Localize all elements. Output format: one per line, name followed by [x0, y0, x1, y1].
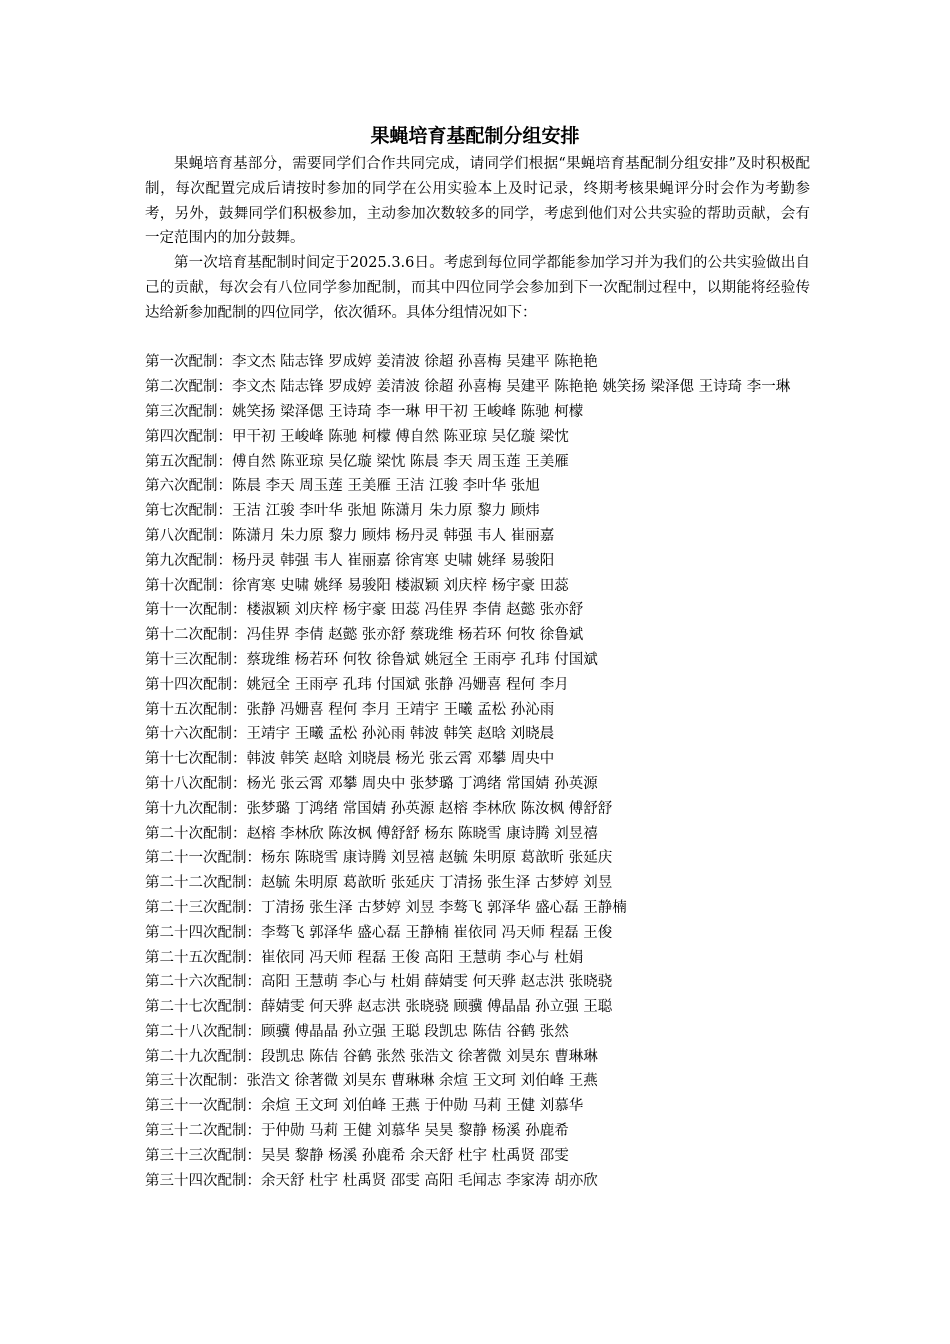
group-round-line: 第二十四次配制：李骜飞 郭泽华 盛心磊 王静楠 崔依同 冯天师 程磊 王俊	[145, 924, 613, 941]
group-round-line: 第二十七次配制：薛婧雯 何天骅 赵志洪 张晓骁 顾骥 傅晶晶 孙立强 王聪	[145, 999, 613, 1016]
group-round-line: 第三十次配制：张浩文 徐著微 刘昊东 曹琳琳 余煊 王文珂 刘伯峰 王燕	[145, 1073, 598, 1090]
group-round-line: 第十二次配制：冯佳界 李倩 赵懿 张亦舒 蔡珑维 杨若环 何牧 徐鲁斌	[145, 627, 584, 644]
page-title: 果蝇培育基配制分组安排	[370, 125, 580, 147]
group-round-line: 第二十六次配制：高阳 王慧萌 李心与 杜娟 薛婧雯 何天骅 赵志洪 张晓骁	[145, 974, 613, 991]
group-round-line: 第十九次配制：张梦璐 丁鸿绪 常国婧 孙英源 赵榕 李林欣 陈汝枫 傅舒舒	[145, 800, 613, 817]
group-list	[145, 350, 810, 1193]
group-round-line: 第三次配制：姚笑扬 梁泽偲 王诗琦 李一琳 甲干初 王峻峰 陈驰 柯檬	[145, 403, 584, 420]
group-round-line: 第二次配制：李文杰 陆志锋 罗成婷 姜清波 徐超 孙喜梅 吴建平 陈艳艳 姚笑扬 梁泽偲 王诗琦 李一琳	[145, 379, 791, 396]
group-round-line: 第六次配制：陈晨 李天 周玉莲 王美雁 王洁 江骏 李叶华 张旭	[145, 478, 540, 495]
group-round-line: 第十一次配制：楼淑颖 刘庆梓 杨宇豪 田蕊 冯佳界 李倩 赵懿 张亦舒	[145, 602, 584, 619]
group-round-line: 第一次配制：李文杰 陆志锋 罗成婷 姜清波 徐超 孙喜梅 吴建平 陈艳艳	[145, 354, 598, 371]
group-round-line: 第二十三次配制：丁清扬 张生泽 古梦婷 刘昱 李骜飞 郭泽华 盛心磊 王静楠	[145, 899, 627, 916]
blank-line	[145, 326, 810, 351]
group-round-line: 第七次配制：王洁 江骏 李叶华 张旭 陈潇月 朱力原 黎力 顾炜	[145, 503, 540, 520]
group-round-line: 第二十五次配制：崔依同 冯天师 程磊 王俊 高阳 王慧萌 李心与 杜娟	[145, 949, 584, 966]
group-round-line: 第二十一次配制：杨东 陈晓雪 康诗腾 刘昱禧 赵毓 朱明原 葛歆昕 张延庆	[145, 850, 613, 867]
group-round-line: 第二十次配制：赵榕 李林欣 陈汝枫 傅舒舒 杨东 陈晓雪 康诗腾 刘昱禧	[145, 825, 598, 842]
intro-paragraph: 果蝇培育基部分，需要同学们合作共同完成，请同学们根据“果蝇培育基配制分组安排”及时积极配制，每次配置完成后请按时参加的同学在公用实验本上及时记录，终期考核果蝇评分时会作为考勤参考，另外，鼓舞同学们积极参加，主动参加次数较多的同学，考虑到他们对公共实验的帮助贡献，会有一定范围内的加分鼓舞。	[145, 156, 810, 247]
group-round-line: 第五次配制：傅自然 陈亚琼 吴亿璇 梁忱 陈晨 李天 周玉莲 王美雁	[145, 453, 569, 470]
group-round-line: 第三十四次配制：余天舒 杜宇 杜禹贤 邵雯 高阳 毛闻志 李家涛 胡亦欣	[145, 1172, 598, 1189]
group-round-line: 第二十八次配制：顾骥 傅晶晶 孙立强 王聪 段凯忠 陈佶 谷鹤 张然	[145, 1023, 569, 1040]
group-round-line: 第十四次配制：姚冠全 王雨亭 孔玮 付国斌 张静 冯姗喜 程何 李月	[145, 676, 569, 693]
group-round-line: 第十五次配制：张静 冯姗喜 程何 李月 王靖宇 王曦 孟松 孙沁雨	[145, 701, 555, 718]
group-round-line: 第三十二次配制：于仲勋 马莉 王健 刘慕华 吴昊 黎静 杨溪 孙鹿希	[145, 1123, 569, 1140]
group-round-line: 第十次配制：徐宵寒 史啸 姚绎 易骏阳 楼淑颖 刘庆梓 杨宇豪 田蕊	[145, 577, 569, 594]
group-round-line: 第四次配制：甲干初 王峻峰 陈驰 柯檬 傅自然 陈亚琼 吴亿璇 梁忱	[145, 428, 569, 445]
group-round-line: 第十六次配制：王靖宇 王曦 孟松 孙沁雨 韩波 韩笑 赵晗 刘晓晨	[145, 726, 555, 743]
group-round-line: 第十三次配制：蔡珑维 杨若环 何牧 徐鲁斌 姚冠全 王雨亭 孔玮 付国斌	[145, 651, 598, 668]
group-round-line: 第八次配制：陈潇月 朱力原 黎力 顾炜 杨丹灵 韩强 韦人 崔丽嘉	[145, 527, 555, 544]
group-round-line: 第三十一次配制：余煊 王文珂 刘伯峰 王燕 于仲勋 马莉 王健 刘慕华	[145, 1098, 584, 1115]
document-body	[145, 152, 810, 1193]
schedule-paragraph: 第一次培育基配制时间定于2025.3.6日。考虑到每位同学都能参加学习并为我们的公共实验做出自己的贡献，每次会有八位同学参加配制，而其中四位同学会参加到下一次配制过程中，以期能将经验传达给新参加配制的四位同学，依次循环。具体分组情况如下：	[145, 255, 810, 321]
group-round-line: 第十八次配制：杨光 张云霄 邓攀 周央中 张梦璐 丁鸿绪 常国婧 孙英源	[145, 775, 598, 792]
group-round-line: 第二十九次配制：段凯忠 陈佶 谷鹤 张然 张浩文 徐著微 刘昊东 曹琳琳	[145, 1048, 598, 1065]
group-round-line: 第十七次配制：韩波 韩笑 赵晗 刘晓晨 杨光 张云霄 邓攀 周央中	[145, 751, 555, 768]
group-round-line: 第九次配制：杨丹灵 韩强 韦人 崔丽嘉 徐宵寒 史啸 姚绎 易骏阳	[145, 552, 555, 569]
group-round-line: 第二十二次配制：赵毓 朱明原 葛歆昕 张延庆 丁清扬 张生泽 古梦婷 刘昱	[145, 875, 613, 892]
group-round-line: 第三十三次配制：吴昊 黎静 杨溪 孙鹿希 余天舒 杜宇 杜禹贤 邵雯	[145, 1147, 569, 1164]
